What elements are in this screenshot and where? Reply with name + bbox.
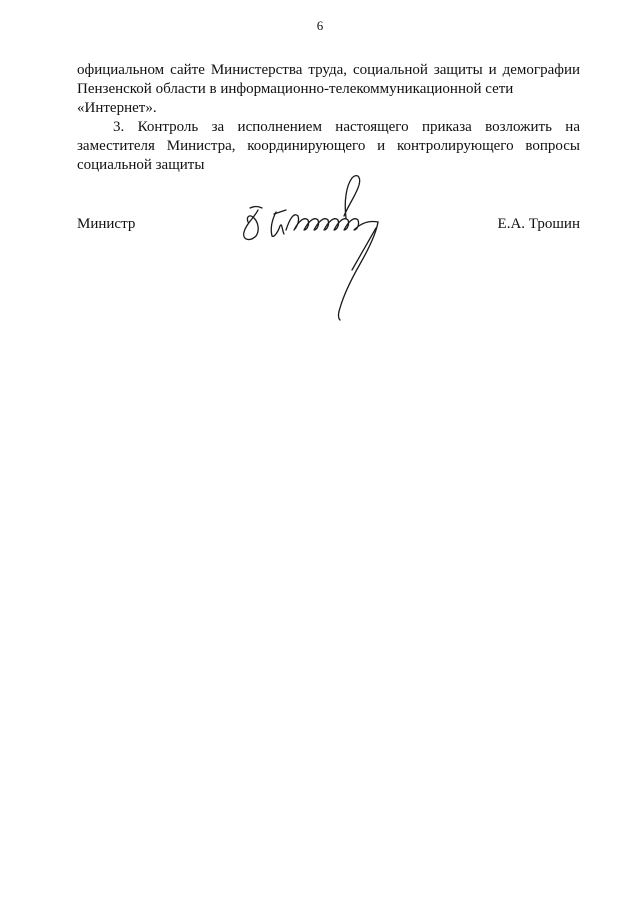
handwritten-signature [228, 172, 403, 322]
text-line: Пензенской области в информационно-телекоммуникационной сети [77, 81, 514, 97]
paragraph-control-clause: 3. Контроль за исполнением настоящего приказа возложить на заместителя Министра, координирующего и контролирующего вопросы социальной защиты [77, 119, 580, 173]
text-line: «Интернет». [77, 100, 157, 116]
paragraph-continuation [77, 61, 580, 118]
document-body [77, 61, 580, 175]
signatory-name: Е.А. Трошин [497, 216, 580, 232]
page-number: 6 [316, 18, 324, 33]
signatory-position: Министр [77, 216, 136, 232]
text-line: официальном сайте Министерства труда, социальной защиты и демографии [77, 62, 580, 78]
